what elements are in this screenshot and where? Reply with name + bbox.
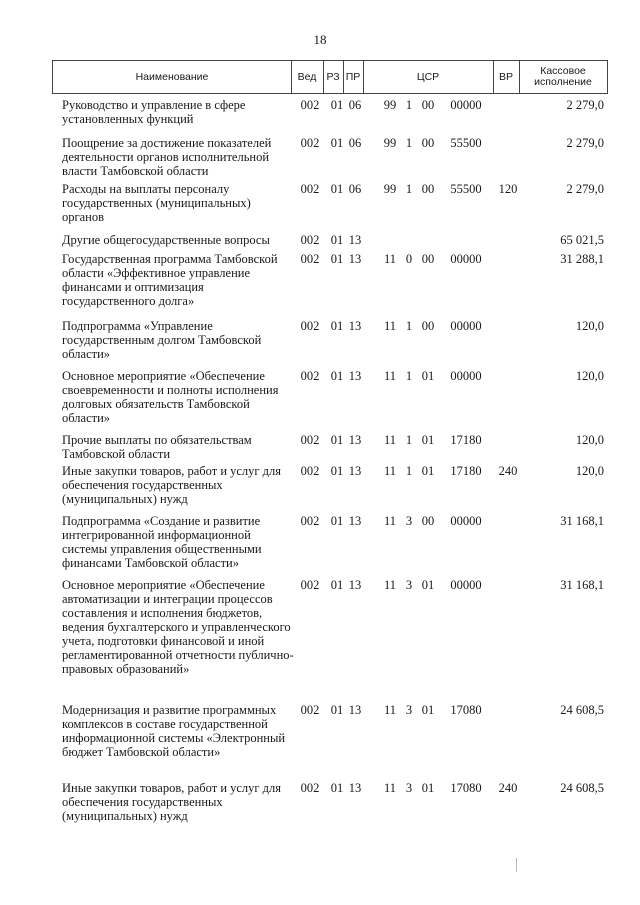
row-csr-subprogram: 1: [405, 369, 413, 383]
row-csr-subprogram: 1: [405, 464, 413, 478]
row-csr-direction: 00000: [450, 319, 482, 333]
table-header: [52, 60, 608, 94]
row-sum: 31 168,1: [560, 578, 604, 592]
row-csr-measure: 01: [421, 464, 435, 478]
row-csr-program: 11: [383, 433, 397, 447]
header-name: Наименование: [135, 70, 209, 83]
row-csr-subprogram: 1: [405, 319, 413, 333]
row-csr-measure: 01: [421, 703, 435, 717]
row-name: Прочие выплаты по обязательствам Тамбовской области: [62, 433, 252, 461]
row-rz: 01: [330, 233, 344, 247]
row-csr-subprogram: 3: [405, 514, 413, 528]
row-csr-subprogram: 3: [405, 578, 413, 592]
row-rz: 01: [330, 319, 344, 333]
row-pr: 06: [348, 136, 362, 150]
row-sum: 31 288,1: [560, 252, 604, 266]
row-pr: 13: [348, 433, 362, 447]
row-name: Государственная программа Тамбовской области «Эффективное управление финансами и оптимизация государственного долга»: [62, 252, 278, 308]
row-ved: 002: [300, 319, 320, 333]
row-pr: 13: [348, 464, 362, 478]
row-csr-program: 11: [383, 464, 397, 478]
row-rz: 01: [330, 464, 344, 478]
row-rz: 01: [330, 98, 344, 112]
row-csr-measure: 00: [421, 252, 435, 266]
row-pr: 06: [348, 98, 362, 112]
row-name: Поощрение за достижение показателей деятельности органов исполнительной власти Тамбовской области: [62, 136, 272, 178]
row-csr-direction: 00000: [450, 369, 482, 383]
row-csr-subprogram: 1: [405, 136, 413, 150]
row-pr: 13: [348, 578, 362, 592]
row-rz: 01: [330, 781, 344, 795]
row-ved: 002: [300, 182, 320, 196]
row-sum: 120,0: [575, 319, 604, 333]
row-ved: 002: [300, 98, 320, 112]
row-sum: 24 608,5: [560, 703, 604, 717]
row-pr: 13: [348, 781, 362, 795]
header-vr: ВР: [498, 70, 513, 83]
row-name: Руководство и управление в сфере установленных функций: [62, 98, 246, 126]
row-pr: 13: [348, 252, 362, 266]
row-sum: 2 279,0: [566, 98, 604, 112]
row-ved: 002: [300, 703, 320, 717]
row-ved: 002: [300, 433, 320, 447]
row-csr-direction: 55500: [450, 182, 482, 196]
row-csr-program: 11: [383, 703, 397, 717]
row-vr: 120: [498, 182, 518, 196]
row-csr-subprogram: 1: [405, 98, 413, 112]
row-csr-subprogram: 0: [405, 252, 413, 266]
row-ved: 002: [300, 781, 320, 795]
row-csr-measure: 00: [421, 182, 435, 196]
row-csr-direction: 17180: [450, 464, 482, 478]
row-csr-subprogram: 3: [405, 703, 413, 717]
row-rz: 01: [330, 433, 344, 447]
row-csr-subprogram: 1: [405, 182, 413, 196]
row-pr: 13: [348, 319, 362, 333]
row-csr-program: 99: [383, 182, 397, 196]
row-rz: 01: [330, 136, 344, 150]
row-vr: 240: [498, 464, 518, 478]
row-pr: 13: [348, 233, 362, 247]
row-csr-measure: 00: [421, 98, 435, 112]
row-rz: 01: [330, 182, 344, 196]
row-csr-direction: 00000: [450, 252, 482, 266]
row-csr-program: 11: [383, 319, 397, 333]
row-csr-measure: 00: [421, 514, 435, 528]
row-sum: 120,0: [575, 433, 604, 447]
row-csr-measure: 01: [421, 578, 435, 592]
row-csr-measure: 01: [421, 369, 435, 383]
header-rz: РЗ: [326, 70, 340, 83]
row-sum: 65 021,5: [560, 233, 604, 247]
scan-mark: [516, 858, 517, 872]
row-csr-direction: 17080: [450, 781, 482, 795]
row-rz: 01: [330, 703, 344, 717]
row-csr-subprogram: 3: [405, 781, 413, 795]
header-pr: ПР: [345, 70, 361, 83]
row-name: Расходы на выплаты персоналу государственных (муниципальных) органов: [62, 182, 251, 224]
row-ved: 002: [300, 233, 320, 247]
row-sum: 24 608,5: [560, 781, 604, 795]
row-csr-direction: 00000: [450, 578, 482, 592]
row-sum: 120,0: [575, 464, 604, 478]
row-csr-measure: 00: [421, 136, 435, 150]
row-name: Основное мероприятие «Обеспечение своевременности и полноты исполнения долговых обязательств Тамбовской области»: [62, 369, 279, 425]
row-csr-direction: 17180: [450, 433, 482, 447]
row-csr-program: 11: [383, 514, 397, 528]
row-name: Иные закупки товаров, работ и услуг для обеспечения государственных (муниципальных) нужд: [62, 781, 282, 823]
row-vr: 240: [498, 781, 518, 795]
row-sum: 2 279,0: [566, 182, 604, 196]
row-sum: 120,0: [575, 369, 604, 383]
row-name: Основное мероприятие «Обеспечение автоматизации и интеграции процессов составления и исполнения бюджетов, ведения бухгалтерского и управленческого учета, подготовки финансовой и иной регламентированной отчетности публично-правовых образований»: [62, 578, 294, 676]
row-name: Модернизация и развитие программных комплексов в составе государственной информационной системы «Электронный бюджет Тамбовской области»: [62, 703, 286, 759]
row-ved: 002: [300, 464, 320, 478]
row-ved: 002: [300, 514, 320, 528]
row-csr-measure: 01: [421, 781, 435, 795]
row-csr-program: 11: [383, 252, 397, 266]
row-name: Подпрограмма «Создание и развитие интегрированной информационной системы управления общественными финансами Тамбовской области»: [62, 514, 262, 570]
row-csr-program: 11: [383, 578, 397, 592]
row-sum: 31 168,1: [560, 514, 604, 528]
row-rz: 01: [330, 514, 344, 528]
row-csr-direction: 00000: [450, 514, 482, 528]
row-pr: 13: [348, 703, 362, 717]
row-name: Иные закупки товаров, работ и услуг для обеспечения государственных (муниципальных) нужд: [62, 464, 282, 506]
row-csr-program: 11: [383, 369, 397, 383]
header-sum: Кассовое исполнение: [534, 65, 592, 88]
row-rz: 01: [330, 578, 344, 592]
row-rz: 01: [330, 369, 344, 383]
row-csr-program: 99: [383, 98, 397, 112]
row-pr: 13: [348, 514, 362, 528]
row-csr-direction: 55500: [450, 136, 482, 150]
row-pr: 06: [348, 182, 362, 196]
row-rz: 01: [330, 252, 344, 266]
row-ved: 002: [300, 369, 320, 383]
row-ved: 002: [300, 578, 320, 592]
row-ved: 002: [300, 252, 320, 266]
row-sum: 2 279,0: [566, 136, 604, 150]
row-csr-program: 99: [383, 136, 397, 150]
row-csr-measure: 01: [421, 433, 435, 447]
row-csr-subprogram: 1: [405, 433, 413, 447]
row-name: Подпрограмма «Управление государственным долгом Тамбовской области»: [62, 319, 262, 361]
page-number: 18: [313, 32, 327, 47]
row-csr-program: 11: [383, 781, 397, 795]
header-csr: ЦСР: [416, 70, 440, 83]
row-ved: 002: [300, 136, 320, 150]
row-csr-measure: 00: [421, 319, 435, 333]
row-name: Другие общегосударственные вопросы: [62, 233, 270, 247]
row-pr: 13: [348, 369, 362, 383]
header-ved: Вед: [297, 70, 317, 83]
row-csr-direction: 17080: [450, 703, 482, 717]
row-csr-direction: 00000: [450, 98, 482, 112]
